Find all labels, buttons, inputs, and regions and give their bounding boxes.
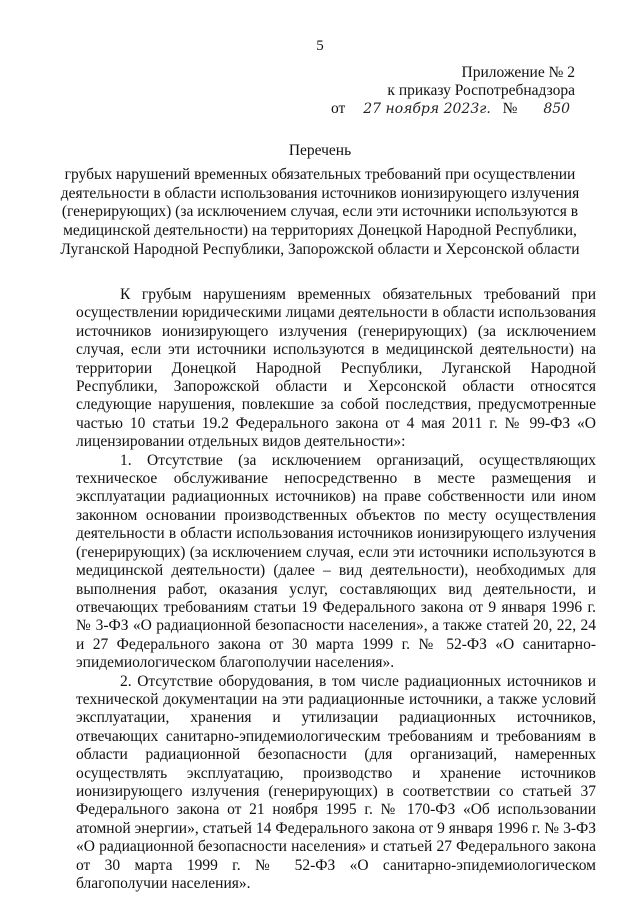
page-number: 5 (316, 38, 324, 54)
handwritten-date: 27 ноября 2023г. (363, 101, 491, 117)
heading-title: Перечень (288, 142, 352, 159)
order-date-number-line (331, 100, 570, 118)
heading-subtitle: грубых нарушений временных обязательных требований при осуществлении деятельности в области использования источников ионизирующего излучения (генерирующих) (за исключением случая, если эти источники используются в медицинской деятельности) на территориях Донецкой Народной Республики, Луганской Народной Республики, Запорожской области и Херсонской области (60, 165, 580, 258)
intro-paragraph: К грубым нарушениям временных обязательных требований при осуществлении юридическими лицами деятельности в области использования источников ионизирующего излучения (генерирующих) (за исключением случая, если эти источники используются в медицинской деятельности) на территории Донецкой Народной Республики, Луганской Народной Республики, Запорожской области и Херсонской области относятся следующие нарушения, повлекшие за собой последствия, предусмотренные частью 10 статьи 19.2 Федерального закона от 4 мая 2011 г. № 99-ФЗ «О лицензировании отдельных видов деятельности»: (76, 286, 596, 451)
number-label: № (502, 100, 518, 117)
item-2-paragraph: 2. Отсутствие оборудования, в том числе радиационных источников и технической документации на эти радиационные источники, а также условий эксплуатации, хранения и утилизации радиационных источников, отвечающих санитарно-эпидемиологическим требованиям и требованиям в области радиационной безопасности (для организаций, намеренных осуществлять эксплуатацию, производство и хранение источников ионизирующего излучения (генерирующих) в соответствии со статьей 37 Федерального закона от 21 ноября 1995 г. № 170-ФЗ «Об использовании атомной энергии», статьей 14 Федерального закона от 9 января 1996 г. № 3-ФЗ «О радиационной безопасности населения» и статьей 27 Федерального закона от 30 марта 1999 г. № 52-ФЗ «О санитарно-эпидемиологическом благополучии населения». (76, 672, 596, 892)
handwritten-number: 850 (543, 101, 571, 117)
appendix-order-ref: к приказу Роспотребнадзора (387, 82, 575, 99)
item-1-paragraph: 1. Отсутствие (за исключением организаций, осуществляющих техническое обслуживание непосредственно в месте размещения и эксплуатации радиационных источников) на праве собственности или ином законном основании производственных объектов по месту осуществления деятельности в области использования источников ионизирующего излучения (генерирующих) (за исключением случая, если эти источники используются в медицинской деятельности) (далее – вид деятельности), необходимых для выполнения работ, оказания услуг, составляющих вид деятельности, и отвечающих требованиям статьи 19 Федерального закона от 9 января 1996 г. № 3-ФЗ «О радиационной безопасности населения», а также статей 20, 22, 24 и 27 Федерального закона от 30 марта 1999 г. № 52-ФЗ «О санитарно-эпидемиологическом благополучии населения». (76, 451, 596, 672)
document-heading (60, 142, 580, 260)
from-label: от (331, 100, 346, 117)
appendix-number: Приложение № 2 (461, 64, 575, 81)
document-body (76, 286, 596, 893)
